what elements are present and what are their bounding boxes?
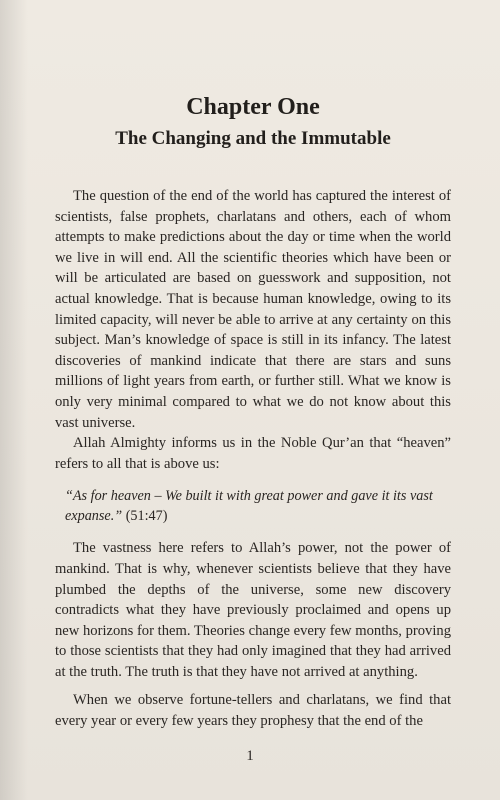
quote-text: “As for heaven – We built it with great power and gave it its vast expanse.” [65, 488, 433, 525]
quran-quote [65, 486, 451, 526]
page-number: 1 [246, 748, 254, 764]
paragraph-2: Allah Almighty informs us in the Noble Qur’an that “heaven” refers to all that is above us: [55, 435, 451, 472]
paragraph-1: The question of the end of the world has captured the interest of scientists, false prophets, charlatans and others, each of whom attempts to make predictions about the day or time when the world we live in will end. All the scientific theories which have been or will be articulated are based on guesswork and supposition, not actual knowledge. That is because human knowledge, owing to its limited capacity, will never be able to arrive at any certainty on this subject. Man’s knowledge of space is still in its infancy. The latest discoveries of mankind indicate that there are stars and suns millions of light years from earth, or further still. What we know is only very minimal compared to what we do not know about this vast universe. [55, 188, 451, 431]
paragraph-4: When we observe fortune-tellers and charlatans, we find that every year or every few years they prophesy that the end of the [55, 692, 451, 730]
quote-reference: (51:47) [122, 508, 168, 525]
chapter-number: Chapter One [186, 94, 320, 120]
page-gutter-shadow [0, 0, 28, 800]
body-text [55, 186, 451, 732]
chapter-title: The Changing and the Immutable [115, 128, 391, 149]
paragraph-3: The vastness here refers to Allah’s power, not the power of mankind. That is why, whenever scientists believe that they have plumbed the depths of the universe, some new discovery contradicts what they have previously proclaimed and opens up new horizons for them. Theories change every few months, proving to those scientists that they had only imagined that they had arrived at the truth. The truth is that they have not arrived at anything. [55, 540, 451, 680]
page-content [55, 92, 451, 732]
